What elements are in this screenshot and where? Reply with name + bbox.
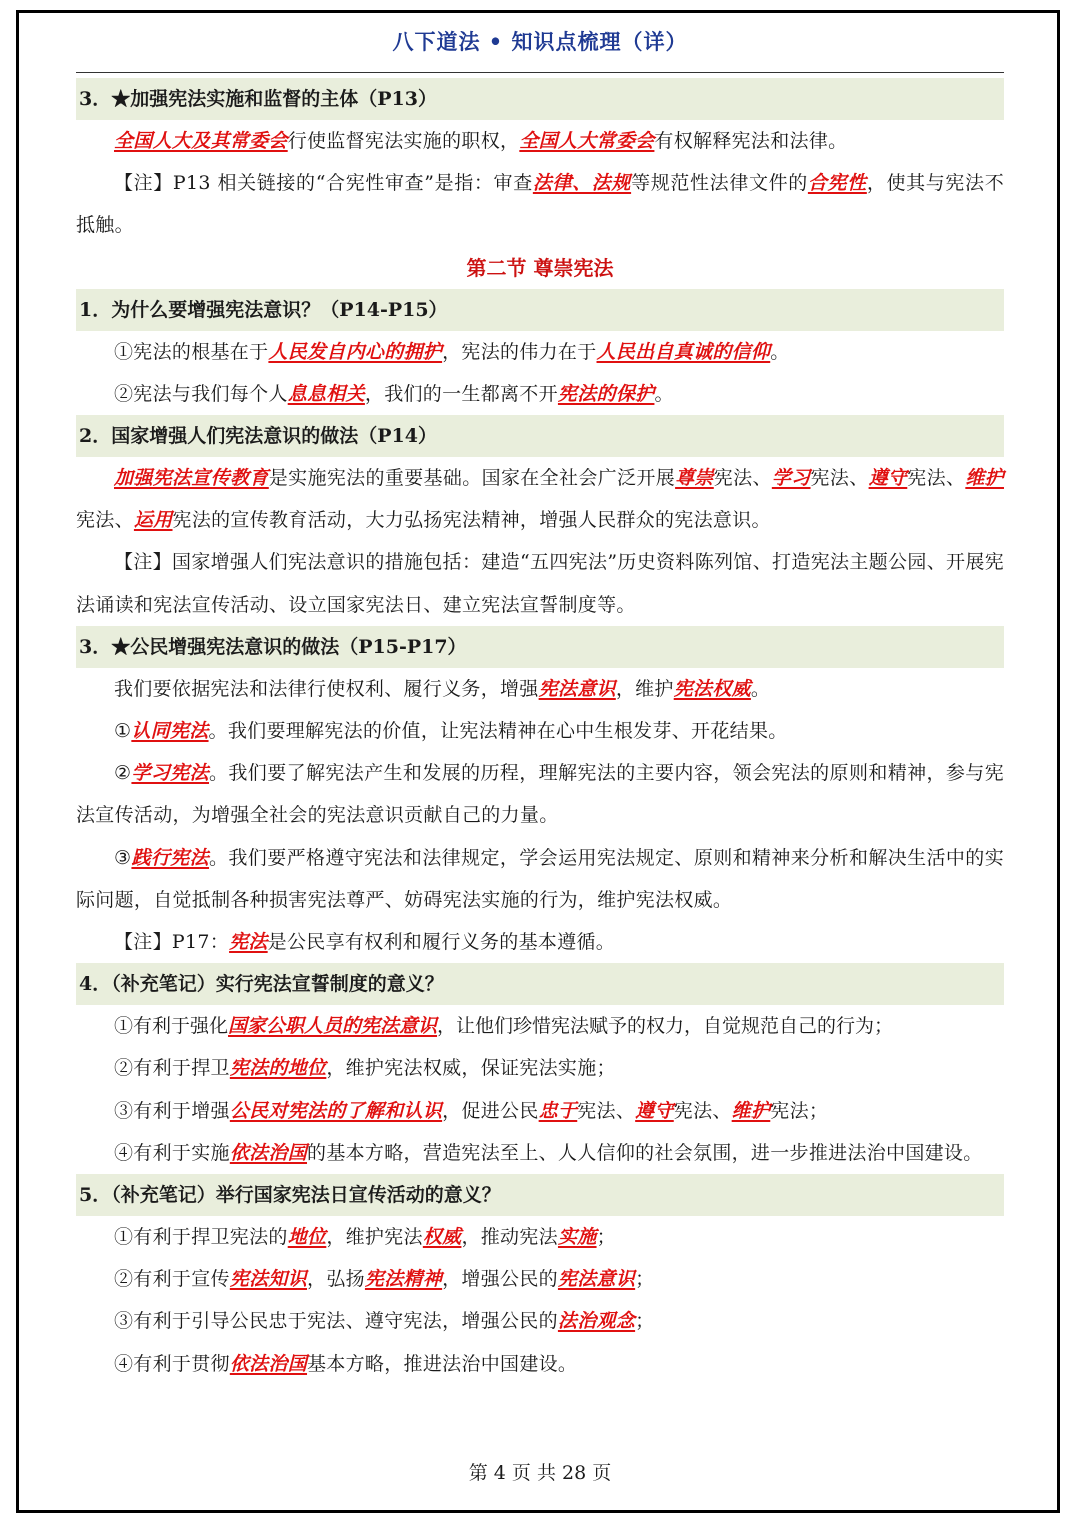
text-run: 有权解释宪法和法律。 xyxy=(654,130,848,152)
key-term: 依法治国 xyxy=(229,1141,308,1164)
text-run: 宪法、 xyxy=(713,467,772,490)
text-run: ④有利于实施 xyxy=(114,1141,230,1164)
text-run: 是公民享有权利和履行义务的基本遵循。 xyxy=(267,931,616,954)
text-run: 宪法的宣传教育活动，大力弘扬宪法精神，增强人民群众的宪法意识。 xyxy=(172,509,771,532)
key-term: 合宪性 xyxy=(807,172,867,195)
paragraph xyxy=(76,1216,1004,1258)
key-term: 学习 xyxy=(771,467,811,490)
text-run: 。 xyxy=(750,677,771,700)
text-run: ②有利于捍卫 xyxy=(114,1057,230,1080)
section-title: 第二节 尊崇宪法 xyxy=(466,255,614,280)
key-term: 权威 xyxy=(422,1226,462,1249)
header-divider xyxy=(76,72,1004,73)
text-run: ，增强公民的 xyxy=(442,1268,558,1291)
text-run: 。 xyxy=(770,340,790,363)
paragraph xyxy=(76,120,1004,162)
text-run: 【注】P17： xyxy=(114,931,230,954)
paragraph xyxy=(76,1005,1004,1047)
key-term: 法治观念 xyxy=(557,1310,636,1333)
key-term: 学习宪法 xyxy=(131,762,210,785)
key-term: 遵守 xyxy=(868,467,908,490)
key-term: 实施 xyxy=(557,1226,597,1249)
paragraph xyxy=(76,668,1004,710)
text-run: 是实施宪法的重要基础。国家在全社会广泛开展 xyxy=(268,467,676,490)
text-run: ，维护宪法 xyxy=(326,1226,423,1249)
paragraph xyxy=(76,331,1004,373)
question-heading: 4．（补充笔记）实行宪法宣誓制度的意义？ xyxy=(76,963,1004,1005)
paragraph xyxy=(76,457,1004,541)
question-heading: 3．★公民增强宪法意识的做法（P15-P17） xyxy=(76,626,1004,668)
paragraph xyxy=(76,752,1004,836)
paragraph xyxy=(76,837,1004,921)
text-run: ； xyxy=(596,1226,616,1249)
text-run: ； xyxy=(635,1268,655,1291)
question-heading: 2．国家增强人们宪法意识的做法（P14） xyxy=(76,415,1004,457)
text-run: ①宪法的根基在于 xyxy=(114,340,269,363)
text-run: 宪法、 xyxy=(673,1099,732,1122)
key-term: 公民对宪法的了解和认识 xyxy=(229,1099,443,1122)
text-run: ②宪法与我们每个人 xyxy=(114,382,288,405)
key-term: 宪法意识 xyxy=(538,677,616,700)
key-term: 宪法权威 xyxy=(673,677,751,700)
key-term: 运用 xyxy=(133,509,173,532)
key-term: 遵守 xyxy=(635,1099,674,1122)
key-term: 加强宪法宣传教育 xyxy=(114,467,269,490)
text-run: ，我们的一生都离不开 xyxy=(364,382,558,405)
text-run: ，宪法的伟力在于 xyxy=(442,340,597,363)
key-term: 宪法意识 xyxy=(557,1268,636,1291)
key-term: 宪法的地位 xyxy=(229,1057,327,1080)
document-header-title: 八下道法 • 知识点梳理（详） xyxy=(392,29,688,54)
text-run: ② xyxy=(114,762,132,785)
key-term: 宪法知识 xyxy=(229,1268,308,1291)
paragraph xyxy=(76,1300,1004,1342)
document-body xyxy=(76,78,1004,1385)
key-term: 忠于 xyxy=(538,1099,578,1122)
key-term: 践行宪法 xyxy=(131,846,210,869)
text-run: ，维护 xyxy=(615,677,674,700)
key-term: 全国人大常委会 xyxy=(519,130,655,152)
paragraph xyxy=(76,373,1004,415)
text-run: ，推动宪法 xyxy=(461,1226,558,1249)
text-run: ④有利于贯彻 xyxy=(114,1352,230,1375)
key-term: 依法治国 xyxy=(229,1352,308,1375)
text-run: 。我们要理解宪法的价值，让宪法精神在心中生根发芽、开花结果。 xyxy=(208,720,788,743)
text-run: ，促进公民 xyxy=(442,1099,539,1122)
text-run: ，弘扬 xyxy=(307,1268,365,1291)
text-run: 【注】P13 相关链接的“合宪性审查”是指：审查 xyxy=(114,172,533,195)
text-run: 【注】国家增强人们宪法意识的措施包括：建造“五四宪法”历史资料陈列馆、打造宪法主题公园、开展宪法诵读和宪法宣传活动、设立国家宪法日、建立宪法宣誓制度等。 xyxy=(76,551,1004,616)
text-run: 行使监督宪法实施的职权， xyxy=(287,130,520,152)
text-run: ； xyxy=(635,1310,655,1333)
paragraph xyxy=(76,1090,1004,1132)
key-term: 人民出自真诚的信仰 xyxy=(596,340,771,363)
paragraph xyxy=(76,162,1004,246)
paragraph xyxy=(76,710,1004,752)
paragraph xyxy=(76,541,1004,625)
text-run: ②有利于宣传 xyxy=(114,1268,230,1291)
text-run: 等规范性法律文件的 xyxy=(631,172,808,195)
text-run: 。我们要了解宪法产生和发展的历程，理解宪法的主要内容，领会宪法的原则和精神，参与宪法宣传活动，为增强全社会的宪法意识贡献自己的力量。 xyxy=(76,762,1004,827)
paragraph xyxy=(76,1047,1004,1089)
key-term: 人民发自内心的拥护 xyxy=(268,340,443,363)
question-heading: 3．★加强宪法实施和监督的主体（P13） xyxy=(76,78,1004,120)
key-term: 全国人大及其常委会 xyxy=(114,130,288,152)
key-term: 国家公职人员的宪法意识 xyxy=(228,1015,438,1038)
key-term: 维护 xyxy=(731,1099,771,1122)
key-term: 宪法精神 xyxy=(364,1268,443,1291)
key-term: 认同宪法 xyxy=(131,720,209,743)
text-run: ① xyxy=(114,720,132,743)
text-run: ，维护宪法权威，保证宪法实施； xyxy=(326,1057,616,1080)
paragraph xyxy=(76,1343,1004,1385)
text-run: ③有利于引导公民忠于宪法、遵守宪法，增强公民的 xyxy=(114,1310,558,1333)
key-term: 尊崇 xyxy=(675,467,714,490)
text-run: ①有利于强化 xyxy=(114,1015,229,1038)
paragraph xyxy=(76,1132,1004,1174)
text-run: ③有利于增强 xyxy=(114,1099,230,1122)
text-run: ，使其与宪法不抵触。 xyxy=(76,172,1004,237)
text-run: 基本方略，推进法治中国建设。 xyxy=(307,1352,578,1375)
question-heading: 1．为什么要增强宪法意识？（P14-P15） xyxy=(76,289,1004,331)
text-run: 宪法、 xyxy=(76,509,134,532)
text-run: 。我们要严格遵守宪法和法律规定，学会运用宪法规定、原则和精神来分析和解决生活中的实际问题，自觉抵制各种损害宪法尊严、妨碍宪法实施的行为，维护宪法权威。 xyxy=(76,846,1004,911)
paragraph xyxy=(76,1258,1004,1300)
text-run: 宪法、 xyxy=(907,467,966,490)
text-run: 我们要依据宪法和法律行使权利、履行义务，增强 xyxy=(114,677,539,700)
text-run: ③ xyxy=(114,846,132,869)
question-heading: 5．（补充笔记）举行国家宪法日宣传活动的意义？ xyxy=(76,1174,1004,1216)
paragraph xyxy=(76,921,1004,963)
key-term: 宪法 xyxy=(229,931,268,954)
key-term: 宪法的保护 xyxy=(557,382,655,405)
key-term: 息息相关 xyxy=(287,382,365,405)
text-run: 的基本方略，营造宪法至上、人人信仰的社会氛围，进一步推进法治中国建设。 xyxy=(307,1141,983,1164)
text-run: ，让他们珍惜宪法赋予的权力，自觉规范自己的行为； xyxy=(437,1015,894,1038)
page-number: 第 4 页 共 28 页 xyxy=(468,1462,612,1484)
text-run: 宪法、 xyxy=(577,1099,636,1122)
text-run: ①有利于捍卫宪法的 xyxy=(114,1226,288,1249)
text-run: 宪法、 xyxy=(810,467,869,490)
key-term: 维护 xyxy=(965,467,1004,490)
key-term: 地位 xyxy=(287,1226,327,1249)
text-run: 。 xyxy=(654,382,674,405)
text-run: 宪法； xyxy=(770,1099,829,1122)
key-term: 法律、法规 xyxy=(532,172,632,195)
